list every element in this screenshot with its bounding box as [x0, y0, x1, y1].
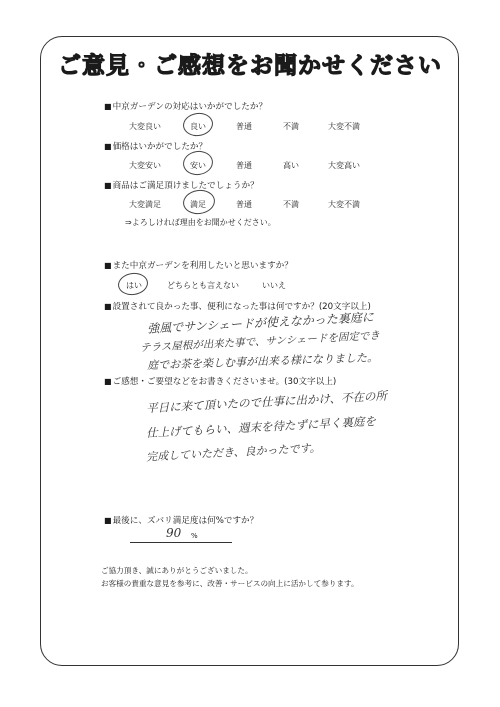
q6-answer-line-3: 完成していただき、良かったです。: [145, 441, 321, 464]
question-reuse: ■ また中京ガーデンを利用したいと思いますか？: [104, 259, 293, 271]
q3-option-very-dissatisfied[interactable]: 大変不満: [328, 200, 360, 209]
q1-option-normal[interactable]: 普通: [236, 122, 252, 131]
question-satisfaction-percent: ■ 最後に、ズバリ満足度は何%ですか？: [104, 514, 258, 526]
q5-answer-line-2: テラス屋根が出来た事で、サンシェードを固定でき: [139, 329, 381, 355]
q5-answer-line-3: 庭でお茶を楽しむ事が出来る様になりました。: [146, 350, 379, 373]
q7-answer-underline: [130, 542, 232, 543]
q3-reason-note: ⇒よろしければ理由をお聞かせください。: [125, 218, 276, 227]
question-product-satisfaction: ■ 商品はご満足頂けましたでしょうか？: [104, 179, 259, 191]
q4-option-no[interactable]: いいえ: [262, 281, 286, 290]
question-staff-response: ■ 中京ガーデンの対応はいかがでしたか？: [104, 100, 267, 112]
footer-improvement-note: お客様の貴重な意見を参考に、改善・サービスの向上に活かして参ります。: [101, 579, 359, 588]
q3-option-dissatisfied[interactable]: 不満: [283, 200, 299, 209]
q6-answer-line-2: 仕上げてもらい、週末を待たずに早く裏庭を: [145, 413, 377, 441]
q7-answer-value: 90: [166, 526, 182, 540]
q4-option-neutral[interactable]: どちらとも言えない: [167, 281, 239, 290]
q1-option-dissatisfied[interactable]: 不満: [283, 122, 299, 131]
q3-option-normal[interactable]: 普通: [236, 200, 252, 209]
q4-option-yes[interactable]: はい: [126, 281, 142, 290]
q3-option-satisfied[interactable]: 満足: [190, 200, 206, 209]
q5-answer-line-1: 強風でサンシェードが使えなかった裏庭に: [146, 310, 375, 336]
q3-option-very-satisfied[interactable]: 大変満足: [129, 200, 161, 209]
q7-percent-unit: %: [191, 532, 198, 540]
q2-option-cheap[interactable]: 安い: [190, 161, 206, 170]
q2-option-expensive[interactable]: 高い: [283, 161, 299, 170]
q1-option-very-good[interactable]: 大変良い: [129, 122, 161, 131]
footer-thanks: ご協力頂き、誠にありがとうございました。: [101, 566, 253, 575]
q2-option-very-expensive[interactable]: 大変高い: [328, 161, 360, 170]
q2-option-very-cheap[interactable]: 大変安い: [129, 161, 161, 170]
q2-option-normal[interactable]: 普通: [236, 161, 252, 170]
q1-option-very-dissatisfied[interactable]: 大変不満: [328, 122, 360, 131]
q1-option-good[interactable]: 良い: [190, 122, 206, 131]
form-title: ご意見・ご感想をお聞かせください: [58, 53, 442, 79]
question-good-points: ■ 設置されて良かった事、便利になった事は何ですか？(20文字以上): [104, 300, 371, 312]
q6-answer-line-1: 平日に来て頂いたので仕事に出かけ、不在の所: [145, 388, 388, 416]
question-comments: ■ ご感想・ご要望などをお書きくださいませ。(30文字以上): [104, 375, 336, 387]
question-price: ■ 価格はいかがでしたか？: [104, 140, 207, 152]
